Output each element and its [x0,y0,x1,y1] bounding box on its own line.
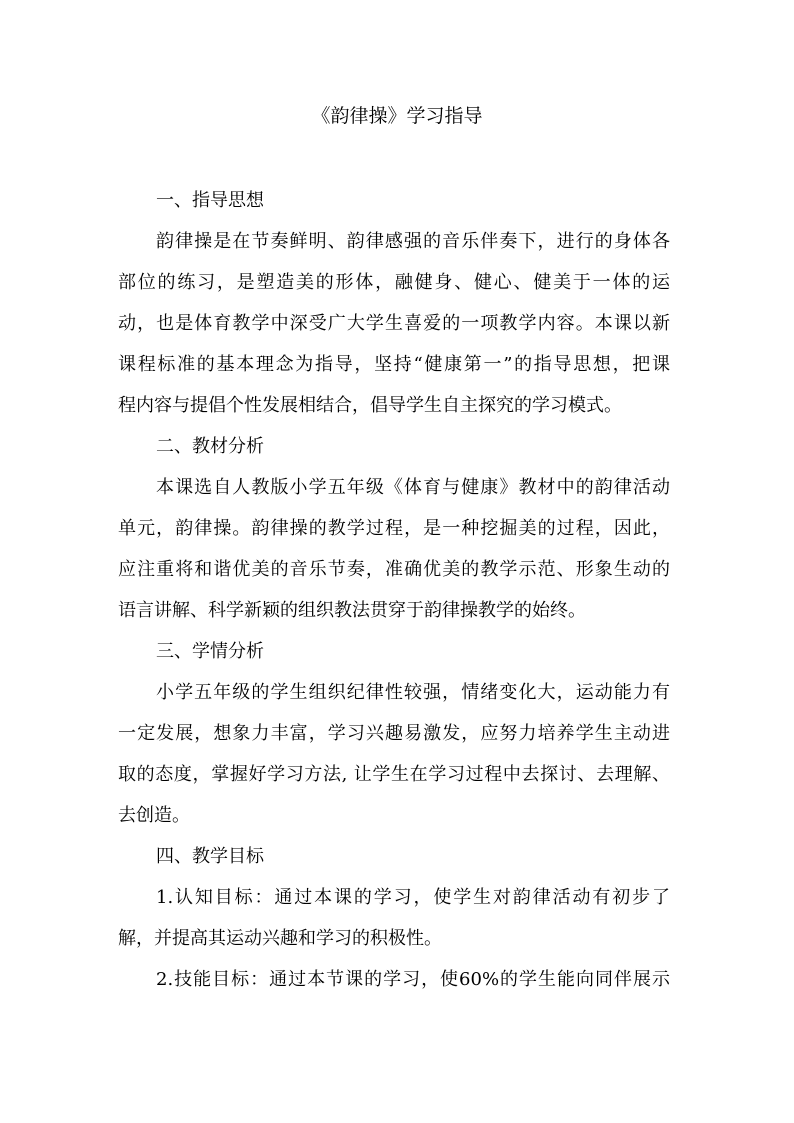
paragraph-line: 1.认知目标：通过本课的学习，使学生对韵律活动有初步了 [156,887,670,908]
paragraph-line: 小学五年级的学生组织纪律性较强，情绪变化大，运动能力有 [156,682,670,703]
section-heading: 四、教学目标 [156,846,264,867]
paragraph-line: 一定发展，想象力丰富，学习兴趣易激发，应努力培养学生主动进 [118,723,670,744]
paragraph [118,221,670,426]
section-heading: 三、学情分析 [156,641,264,662]
section-heading: 一、指导思想 [156,190,264,211]
paragraph-line: 部位的练习，是塑造美的形体，融健身、健心、健美于一体的运 [118,272,670,293]
paragraph-line: 程内容与提倡个性发展相结合，倡导学生自主探究的学习模式。 [118,395,622,416]
paragraph [118,877,670,959]
paragraph-line: 本课选自人教版小学五年级《体育与健康》教材中的韵律活动 [156,477,670,498]
paragraph-line: 应注重将和谐优美的音乐节奏，准确优美的教学示范、形象生动的 [118,559,670,580]
paragraph [118,672,670,836]
paragraph-line: 解，并提高其运动兴趣和学习的积极性。 [118,928,442,949]
paragraph-line: 2.技能目标：通过本节课的学习，使60%的学生能向同伴展示 [156,969,670,990]
paragraph-line: 韵律操是在节奏鲜明、韵律感强的音乐伴奏下，进行的身体各 [156,231,670,252]
document-body [118,180,670,1000]
section-heading: 二、教材分析 [156,436,264,457]
paragraph [118,467,670,631]
paragraph-line: 单元，韵律操。韵律操的教学过程，是一种挖掘美的过程，因此， [118,518,670,539]
paragraph-line: 去创造。 [118,805,190,826]
paragraph-line: 语言讲解、科学新颖的组织教法贯穿于韵律操教学的始终。 [118,600,586,621]
paragraph-line: 取的态度，掌握好学习方法, 让学生在学习过程中去探讨、去理解、 [118,764,670,785]
document-title: 《韵律操》学习指导 [311,105,483,127]
paragraph-line: 课程标准的基本理念为指导，坚持“健康第一”的指导思想，把课 [118,354,670,375]
paragraph [118,959,670,1000]
paragraph-line: 动，也是体育教学中深受广大学生喜爱的一项教学内容。本课以新 [118,313,670,334]
